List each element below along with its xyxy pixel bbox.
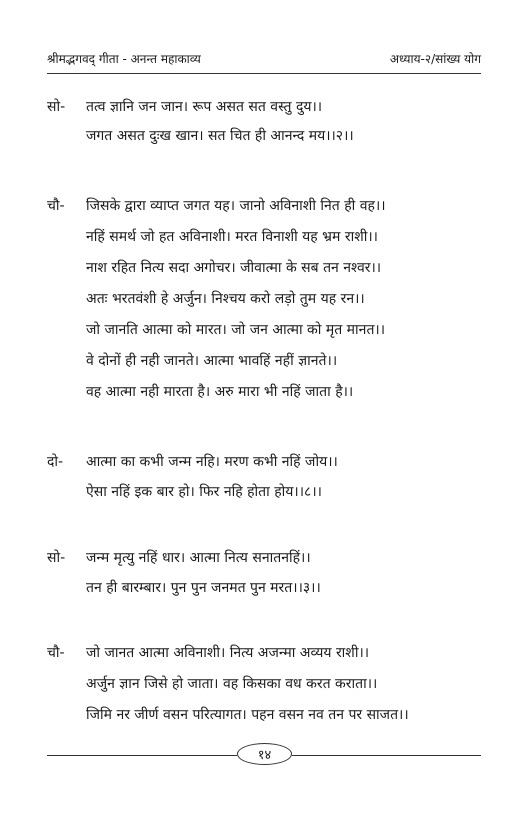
- verse-line: [0, 97, 528, 121]
- verse-text: जिमि नर जीर्ण वसन परित्यागत। पहन वसन नव तन पर साजत।।: [86, 707, 409, 723]
- verse-text: ऐसा नहिं इक बार हो। फिर नहि होता होय।।८।।: [86, 484, 322, 500]
- verse-text: वे दोनों ही नही जानते। आत्मा भावहिं नहीं ज्ञानते।।: [86, 353, 338, 369]
- book-title: श्रीमद्भगवद् गीता - अनन्त महाकाव्य: [47, 52, 201, 66]
- verse-text: तन ही बारम्बार। पुन पुन जनमत पुन मरत।।३।।: [86, 580, 321, 596]
- verse-text: जो जानत आत्मा अविनाशी। नित्य अजन्मा अव्यय राशी।।: [86, 645, 370, 661]
- verse-text: जगत असत दुःख खान। सत चित ही आनन्द मय।।२।।: [86, 128, 354, 144]
- verse-line: [0, 351, 528, 375]
- verse-line: [0, 705, 528, 729]
- verse-line: [0, 320, 528, 344]
- verse-line: [0, 196, 528, 220]
- stanza-label: चौ-: [47, 198, 65, 214]
- verse-line: [0, 126, 528, 150]
- page-number: १४: [237, 743, 292, 765]
- verse-text: तत्व ज्ञानि जन जान। रूप असत सत वस्तु दुय।।: [86, 99, 323, 115]
- footer-divider-right: [292, 755, 481, 756]
- verse-line: [0, 548, 528, 572]
- verse-line: [0, 482, 528, 506]
- verse-text: अर्जुन ज्ञान जिसे हो जाता। वह किसका वध करत कराता।।: [86, 676, 378, 692]
- stanza-label: सो-: [47, 99, 66, 115]
- verse-line: [0, 289, 528, 313]
- page-header: [47, 50, 481, 70]
- verse-text: नहिं समर्थ जो हत अविनाशी। मरत विनाशी यह भ्रम राशी।।: [86, 229, 378, 245]
- verse-line: [0, 258, 528, 282]
- chapter-title: अध्याय-२/सांख्य योग: [389, 52, 481, 66]
- verse-line: [0, 452, 528, 476]
- stanza-label: सो-: [47, 550, 66, 566]
- verse-line: [0, 382, 528, 406]
- verse-line: [0, 227, 528, 251]
- footer-divider-left: [47, 755, 237, 756]
- verse-line: [0, 578, 528, 602]
- stanza-label: चौ-: [47, 645, 65, 661]
- verse-text: जो जानति आत्मा को मारत। जो जन आत्मा को मृत मानत।।: [86, 322, 386, 338]
- verse-line: [0, 674, 528, 698]
- verse-text: जन्म मृत्यु नहिं धार। आत्मा नित्य सनातनहिं।।: [86, 550, 311, 566]
- verse-text: अतः भरतवंशी हे अर्जुन। निश्चय करो लड़ो तुम यह रन।।: [86, 291, 365, 307]
- verse-line: [0, 643, 528, 667]
- header-divider: [47, 73, 481, 74]
- verse-text: नाश रहित नित्य सदा अगोचर। जीवात्मा के सब तन नश्वर।।: [86, 260, 382, 276]
- verse-text: आत्मा का कभी जन्म नहि। मरण कभी नहिं जोय।।: [86, 454, 338, 470]
- verse-text: वह आत्मा नही मारता है। अरु मारा भी नहिं जाता है।।: [86, 384, 354, 400]
- stanza-label: दो-: [47, 454, 64, 470]
- verse-text: जिसके द्वारा व्याप्त जगत यह। जानो अविनाशी नित ही वह।।: [86, 198, 386, 214]
